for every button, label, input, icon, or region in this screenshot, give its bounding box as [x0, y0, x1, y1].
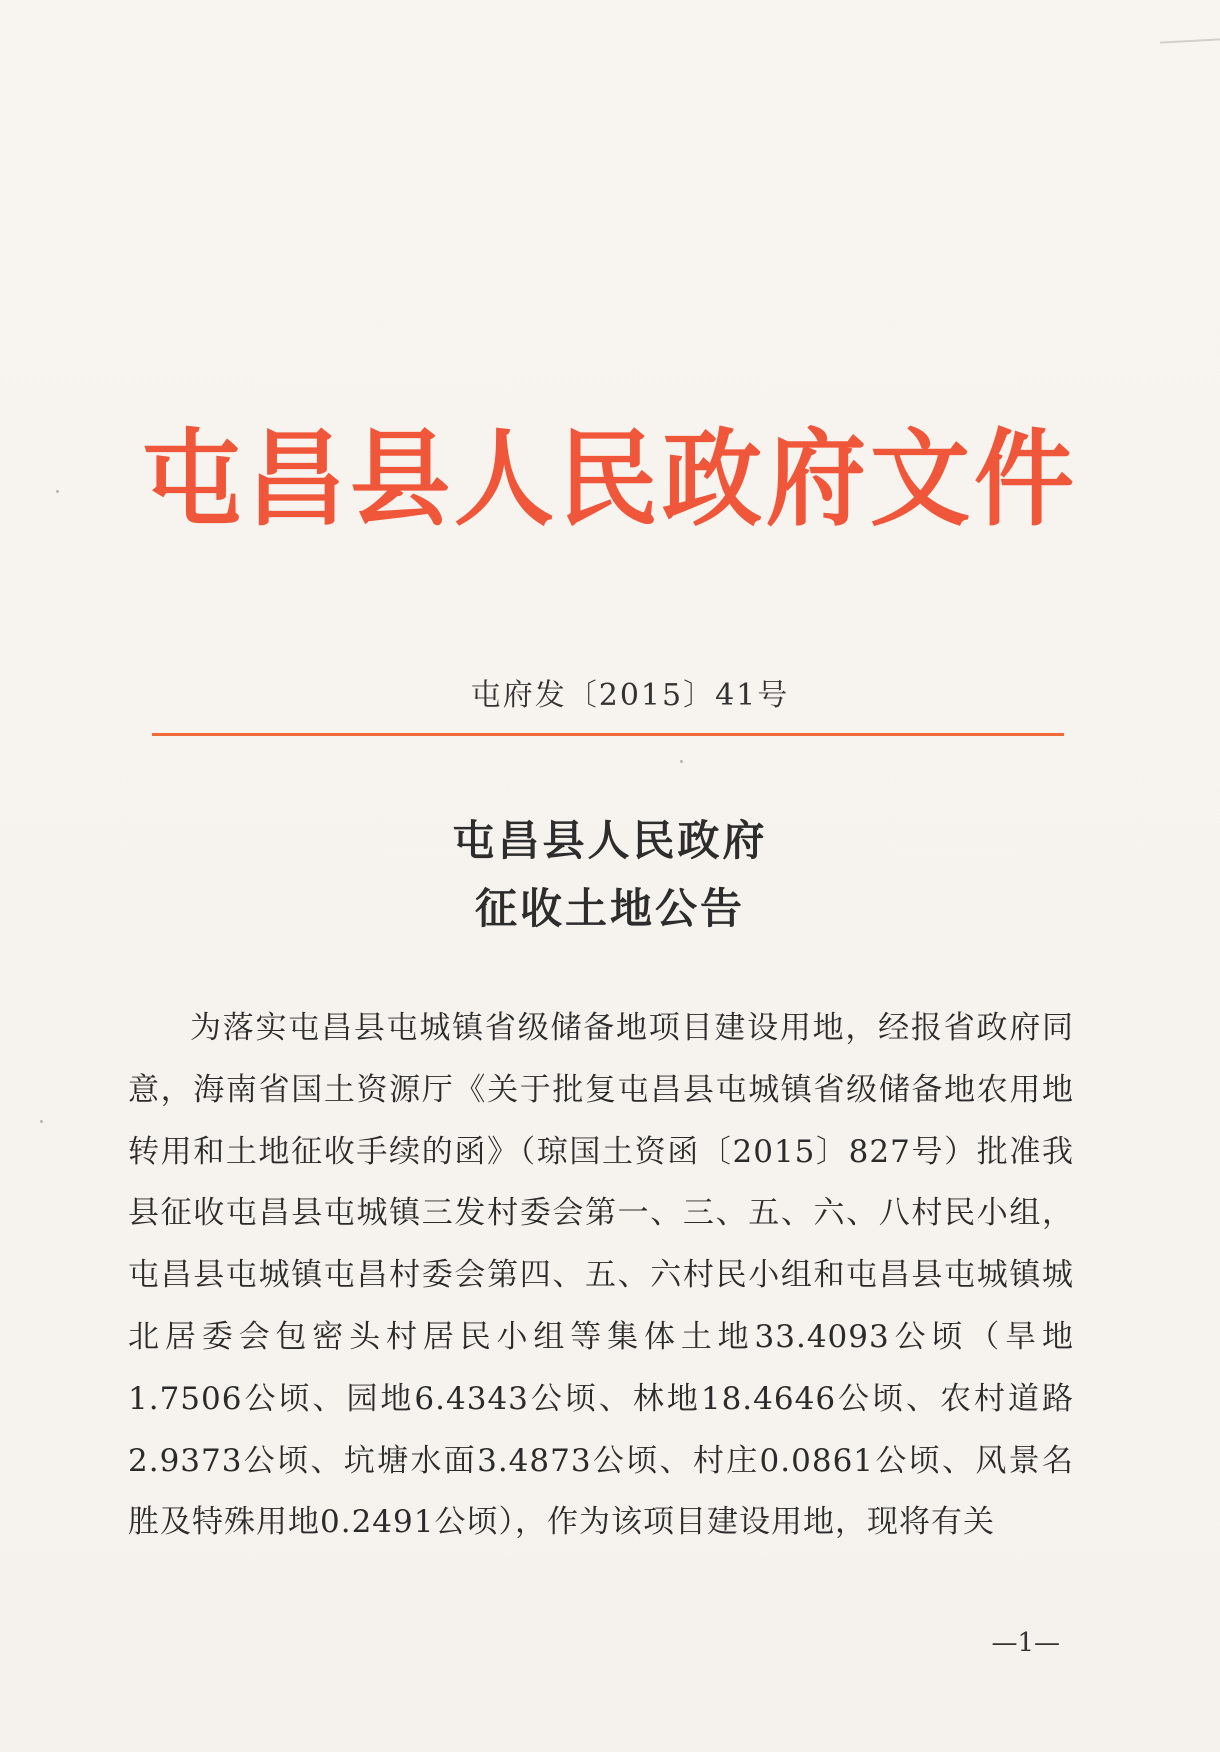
document-header-title: 屯昌县人民政府文件 [142, 418, 1078, 541]
scan-speck [40, 1120, 43, 1123]
scan-edge-mark [1160, 38, 1220, 43]
body-paragraph: 为落实屯昌县屯城镇省级储备地项目建设用地，经报省政府同意，海南省国土资源厅《关于批复屯昌县屯城镇省级储备地农用地转用和土地征收手续的函》（琼国土资函〔2015〕827号）批准我县征收屯昌县屯城镇三发村委会第一、三、五、六、八村民小组，屯昌县屯城镇屯昌村委会第四、五、六村民小组和屯昌县屯城镇城北居委会包密头村居民小组等集体土地33.4093公顷（旱地1.7506公顷、园地6.4343公顷、林地18.4646公顷、农村道路2.9373公顷、坑塘水面3.4873公顷、村庄0.0861公顷、风景名胜及特殊用地0.2491公顷），作为该项目建设用地，现将有关 [128, 1010, 1074, 1541]
scan-speck [680, 760, 683, 763]
red-divider-line [152, 733, 1064, 736]
notice-title: 征收土地公告 [474, 884, 745, 933]
document-number: 屯府发〔2015〕41号 [470, 678, 790, 713]
notice-issuer: 屯昌县人民政府 [452, 816, 768, 865]
page-number: —1— [991, 1628, 1060, 1658]
